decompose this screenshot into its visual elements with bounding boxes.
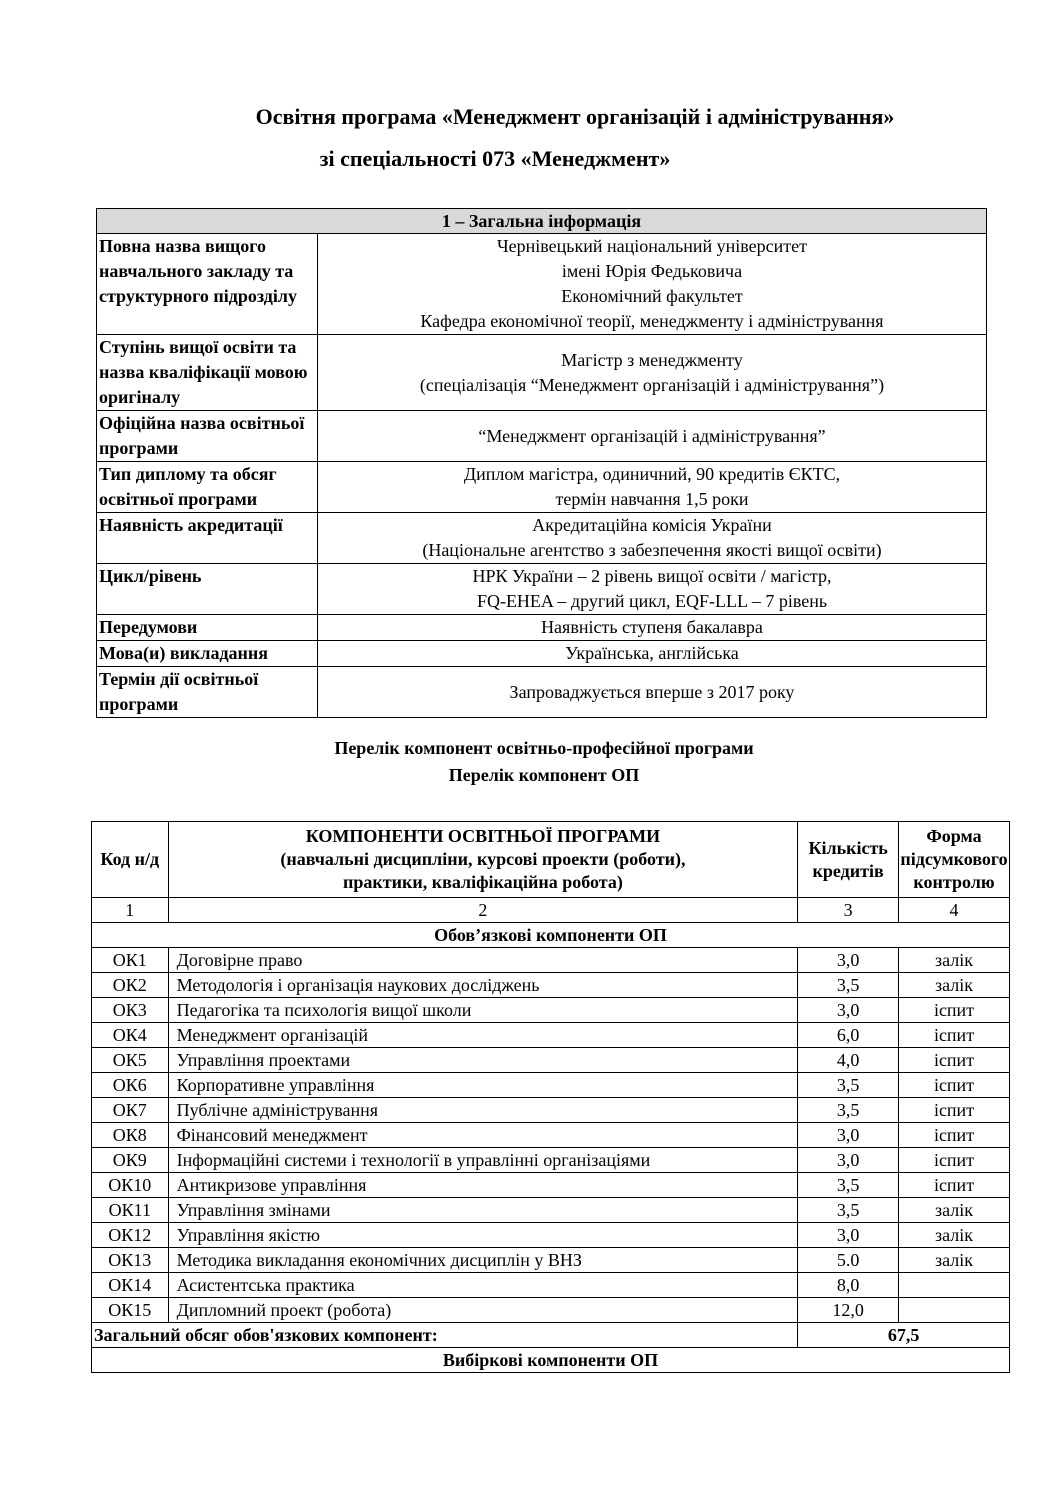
component-credits: 3,5 [798,973,899,998]
table-row [92,1173,1010,1198]
component-credits: 3,0 [798,1123,899,1148]
component-name: Антикризове управління [168,1173,798,1198]
component-credits: 3,5 [798,1073,899,1098]
component-credits: 3,5 [798,1173,899,1198]
info-value [318,615,987,641]
info-value [318,234,987,335]
component-form: іспит [899,1148,1010,1173]
component-code: ОК11 [92,1198,169,1223]
col-number: 3 [798,898,899,923]
component-form [899,1273,1010,1298]
info-row [97,667,987,718]
component-code: ОК14 [92,1273,169,1298]
info-label: Тип диплому та обсяг освітньої програми [97,462,318,513]
component-credits: 3,5 [798,1098,899,1123]
info-label: Ступінь вищої освіти та назва кваліфікації мовою оригіналу [97,335,318,411]
components-subheading: Перелік компонент ОП [448,765,640,785]
component-code: ОК7 [92,1098,169,1123]
component-name: Дипломний проект (робота) [168,1298,798,1323]
info-row [97,411,987,462]
component-form [899,1298,1010,1323]
table-row [92,998,1010,1023]
info-value-line: “Менеджмент організацій і адміністрування” [478,425,826,446]
info-value [318,335,987,411]
info-value-line: Чернівецький національний університет [496,236,808,256]
info-value-line: Диплом магістра, одиничний, 90 кредитів ЄКТС, [463,464,841,484]
col-name-header [168,822,798,898]
col-form-header [899,822,1010,898]
col-credits-header [798,822,899,898]
info-value [318,667,987,718]
component-code: ОК8 [92,1123,169,1148]
col-name-line: (навчальні дисципліни, курсові проекти (роботи), [280,849,686,869]
total-label: Загальний обсяг обов'язкових компонент: [92,1323,798,1348]
component-form: іспит [899,1023,1010,1048]
info-row [97,615,987,641]
table-row [92,948,1010,973]
component-code: ОК9 [92,1148,169,1173]
general-info-header: 1 – Загальна інформація [97,209,987,234]
component-form: іспит [899,1173,1010,1198]
component-name: Фінансовий менеджмент [168,1123,798,1148]
component-form: іспит [899,998,1010,1023]
table-row [92,1148,1010,1173]
component-code: ОК2 [92,973,169,998]
col-name-line: практики, кваліфікаційна робота) [343,872,623,892]
component-name: Управління проектами [168,1048,798,1073]
info-row [97,335,987,411]
col-name-line: КОМПОНЕНТИ ОСВІТНЬОЇ ПРОГРАМИ [305,826,661,846]
info-value-line: Запроваджується вперше з 2017 року [509,681,795,702]
table-row [92,1123,1010,1148]
component-name: Менеджмент організацій [168,1023,798,1048]
info-value [318,411,987,462]
col-form-line: контролю [913,872,995,892]
table-row [92,1273,1010,1298]
component-code: ОК5 [92,1048,169,1073]
general-info-table [96,208,987,718]
component-name: Корпоративне управління [168,1073,798,1098]
info-value-line: термін навчання 1,5 роки [555,489,749,509]
col-form-line: підсумкового [900,849,1008,869]
component-form: залік [899,1223,1010,1248]
table-row [92,1098,1010,1123]
component-credits: 8,0 [798,1273,899,1298]
component-name: Інформаційні системи і технології в управлінні організаціями [168,1148,798,1173]
info-label: Цикл/рівень [97,564,318,615]
info-value-line: НРК України – 2 рівень вищої освіти / магістр, [472,566,832,586]
info-value-line: імені Юрія Федьковича [561,261,743,281]
components-heading: Перелік компонент освітньо-професійної програми [334,738,754,758]
component-name: Управління якістю [168,1223,798,1248]
component-name: Асистентська практика [168,1273,798,1298]
table-row [92,1298,1010,1323]
table-row [92,1223,1010,1248]
mandatory-section-title: Обов’язкові компоненти ОП [92,923,1010,948]
component-code: ОК10 [92,1173,169,1198]
info-label: Наявність акредитації [97,513,318,564]
elective-section-title: Вибіркові компоненти ОП [92,1348,1010,1373]
component-credits: 5.0 [798,1248,899,1273]
info-value-line: Наявність ступеня бакалавра [541,617,763,637]
info-row [97,234,987,335]
info-value-line: Магістр з менеджменту [561,349,743,370]
component-form: залік [899,1248,1010,1273]
component-form: іспит [899,1098,1010,1123]
component-form: залік [899,973,1010,998]
info-label: Передумови [97,615,318,641]
component-name: Педагогіка та психологія вищої школи [168,998,798,1023]
info-value-line: Кафедра економічної теорії, менеджменту і адміністрування [420,311,884,331]
info-label: Повна назва вищого навчального закладу та структурного підрозділу [97,234,318,335]
table-row [92,1023,1010,1048]
component-code: ОК15 [92,1298,169,1323]
component-credits: 3,5 [798,1198,899,1223]
info-row [97,564,987,615]
component-credits: 3,0 [798,1148,899,1173]
component-form: залік [899,1198,1010,1223]
component-form: іспит [899,1073,1010,1098]
info-row [97,513,987,564]
component-code: ОК12 [92,1223,169,1248]
document-title: Освітня програма «Менеджмент організацій і адміністрування» [255,104,895,129]
info-value-line: Українська, англійська [565,643,739,663]
info-value [318,462,987,513]
components-table [91,821,1010,1373]
component-name: Договірне право [168,948,798,973]
total-value: 67,5 [798,1323,1010,1348]
info-value-line: Економічний факультет [561,286,743,306]
component-code: ОК4 [92,1023,169,1048]
info-label: Офіційна назва освітньої програми [97,411,318,462]
col-credits-line: кредитів [812,860,884,881]
component-code: ОК1 [92,948,169,973]
component-form: іспит [899,1048,1010,1073]
col-number: 4 [899,898,1010,923]
info-value-line: (спеціалізація “Менеджмент організацій і адміністрування”) [419,374,885,395]
component-name: Методологія і організація наукових досліджень [168,973,798,998]
table-row [92,1198,1010,1223]
col-number: 1 [92,898,169,923]
info-label: Мова(и) викладання [97,641,318,667]
component-credits: 6,0 [798,1023,899,1048]
info-value-line: Акредитаційна комісія України [532,515,772,535]
info-value [318,641,987,667]
col-code-header: Код н/д [92,822,169,898]
component-credits: 3,0 [798,998,899,1023]
component-code: ОК6 [92,1073,169,1098]
component-code: ОК13 [92,1248,169,1273]
component-credits: 3,0 [798,948,899,973]
component-form: іспит [899,1123,1010,1148]
info-row [97,641,987,667]
document-subtitle: зі спеціальності 073 «Менеджмент» [319,146,671,171]
info-value-line: (Національне агентство з забезпечення якості вищої освіти) [422,540,882,560]
component-credits: 3,0 [798,1223,899,1248]
col-form-line: Форма [926,826,982,846]
component-name: Управління змінами [168,1198,798,1223]
info-value [318,513,987,564]
component-form: залік [899,948,1010,973]
component-credits: 12,0 [798,1298,899,1323]
table-row [92,1248,1010,1273]
col-credits-line: Кількість [808,837,888,858]
component-code: ОК3 [92,998,169,1023]
table-row [92,973,1010,998]
table-row [92,1073,1010,1098]
component-name: Публічне адміністрування [168,1098,798,1123]
component-credits: 4,0 [798,1048,899,1073]
info-value [318,564,987,615]
info-value-line: FQ-EHEA – другий цикл, EQF-LLL – 7 рівень [476,591,828,611]
table-row [92,1048,1010,1073]
info-row [97,462,987,513]
col-number: 2 [168,898,798,923]
info-label: Термін дії освітньої програми [97,667,318,718]
component-name: Методика викладання економічних дисциплін у ВНЗ [168,1248,798,1273]
